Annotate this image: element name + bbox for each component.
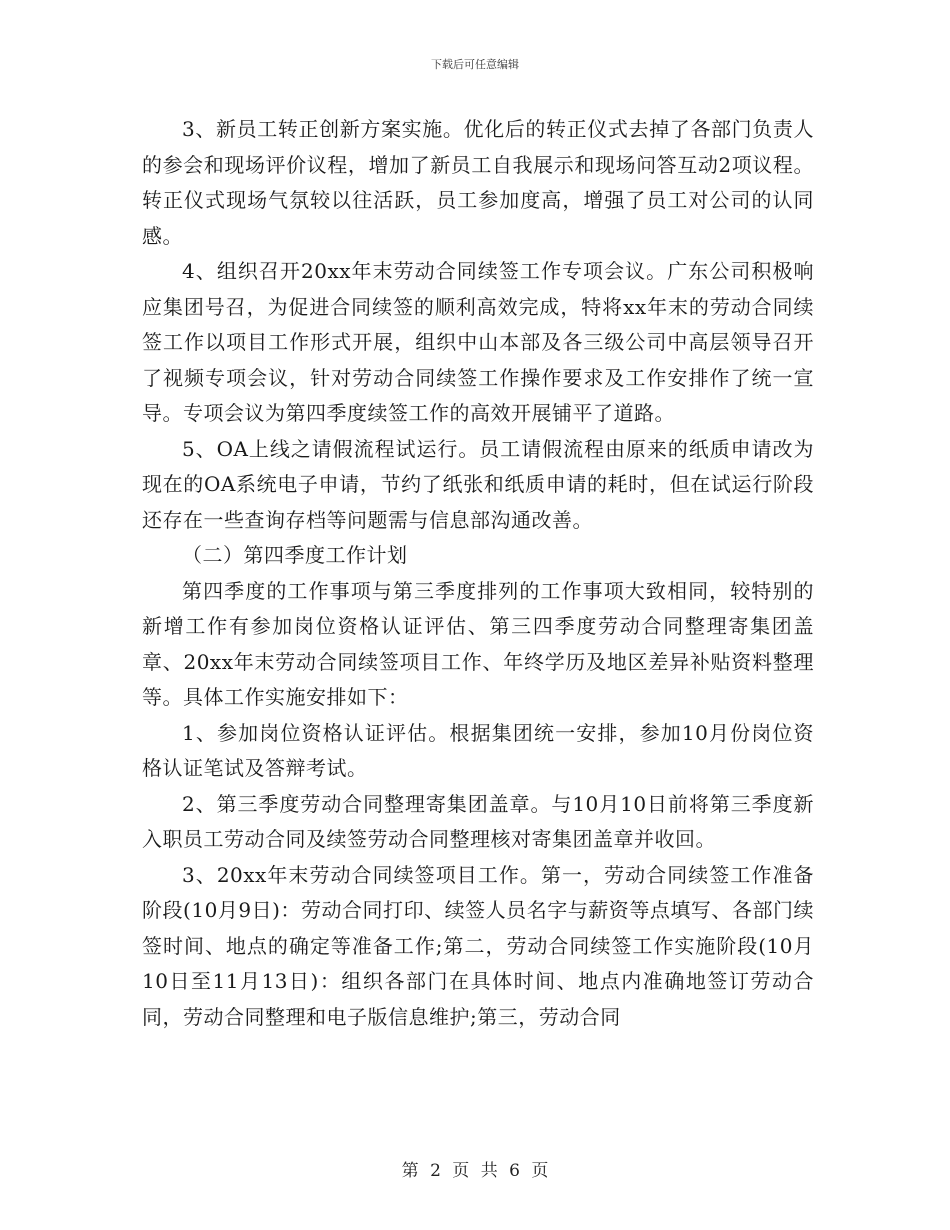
section-heading-q4-plan: （二）第四季度工作计划 [182,543,408,567]
paragraph-plan-1: 1、参加岗位资格认证评估。根据集团统一安排，参加10月份岗位资格认证笔试及答辩考试。 [142,720,814,780]
document-body [142,112,814,1035]
paragraph-plan-3: 3、20xx年末劳动合同续签项目工作。第一，劳动合同续签工作准备阶段(10月9日)：劳动合同打印、续签人员名字与薪资等点填写、各部门续签时间、地点的确定等准备工作;第二，劳动合同续签工作实施阶段(10月10日至11月13日)：组织各部门在具体时间、地点内准确地签订劳动合同，劳动合同整理和电子版信息维护;第三，劳动合同 [142,862,814,1029]
paragraph-item-5: 5、OA上线之请假流程试运行。员工请假流程由原来的纸质申请改为现在的OA系统电子申请，节约了纸张和纸质申请的耗时，但在试运行阶段还存在一些查询存档等问题需与信息部沟通改善。 [142,436,814,532]
page-header: 下载后可任意编辑 [431,58,519,71]
paragraph-item-3: 3、新员工转正创新方案实施。优化后的转正仪式去掉了各部门负责人的参会和现场评价议程，增加了新员工自我展示和现场问答互动2项议程。转正仪式现场气氛较以往活跃，员工参加度高，增强了员工对公司的认同感。 [142,117,814,248]
paragraph-q4-overview: 第四季度的工作事项与第三季度排列的工作事项大致相同，较特别的新增工作有参加岗位资格认证评估、第三四季度劳动合同整理寄集团盖章、20xx年末劳动合同续签项目工作、年终学历及地区差异补贴资料整理等。具体工作实施安排如下： [142,578,814,709]
paragraph-item-4: 4、组织召开20xx年末劳动合同续签工作专项会议。广东公司积极响应集团号召，为促进合同续签的顺利高效完成，特将xx年末的劳动合同续签工作以项目工作形式开展，组织中山本部及各三级公司中高层领导召开了视频专项会议，针对劳动合同续签工作操作要求及工作安排作了统一宣导。专项会议为第四季度续签工作的高效开展铺平了道路。 [142,259,814,425]
page-number-footer: 第 2 页 共 6 页 [401,1161,549,1181]
paragraph-plan-2: 2、第三季度劳动合同整理寄集团盖章。与10月10日前将第三季度新入职员工劳动合同及续签劳动合同整理核对寄集团盖章并收回。 [142,791,814,851]
